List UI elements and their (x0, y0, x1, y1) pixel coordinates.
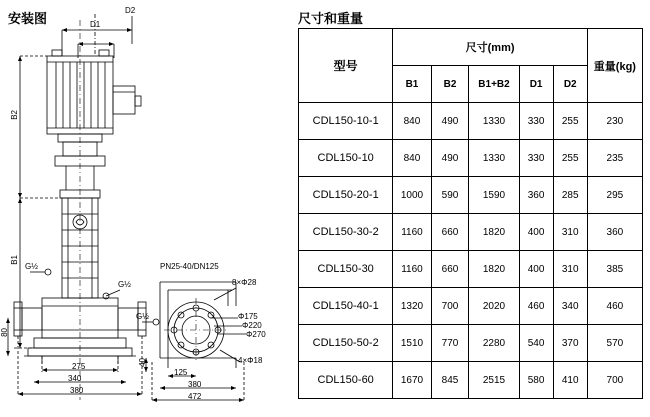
header-d1: D1 (519, 66, 553, 103)
cell-model: CDL150-60 (299, 362, 393, 399)
cell-d2: 310 (553, 214, 587, 251)
table-row (299, 362, 643, 399)
page-title-installation: 安装图 (8, 11, 48, 26)
label-d1: D1 (90, 20, 101, 29)
cell-b2: 490 (431, 140, 469, 177)
cell-d1: 400 (519, 214, 553, 251)
cell-b1: 1160 (393, 251, 431, 288)
pump-installation-drawing (0, 0, 288, 417)
label-phi175: Φ175 (238, 312, 258, 321)
table-row (299, 140, 643, 177)
cell-d1: 460 (519, 288, 553, 325)
label-flange-spec: PN25-40/DN125 (160, 262, 219, 271)
cell-d2: 310 (553, 251, 587, 288)
dimension-table-panel (292, 0, 650, 417)
table-row (299, 251, 643, 288)
cell-model: CDL150-30 (299, 251, 393, 288)
header-b1-b2: B1+B2 (469, 66, 519, 103)
cell-b1-b2: 1820 (469, 214, 519, 251)
cell-weight: 700 (587, 362, 642, 399)
header-b1: B1 (393, 66, 431, 103)
table-row (299, 177, 643, 214)
label-phi220: Φ220 (242, 321, 262, 330)
cell-weight: 235 (587, 140, 642, 177)
cell-d2: 340 (553, 288, 587, 325)
cell-d1: 330 (519, 103, 553, 140)
cell-b2: 770 (431, 325, 469, 362)
cell-b1: 840 (393, 140, 431, 177)
cell-model: CDL150-40-1 (299, 288, 393, 325)
cell-weight: 295 (587, 177, 642, 214)
label-380b: 380 (188, 380, 202, 389)
label-b1: B1 (10, 255, 19, 265)
cell-b2: 590 (431, 177, 469, 214)
cell-b1-b2: 2020 (469, 288, 519, 325)
cell-b1: 1000 (393, 177, 431, 214)
cell-weight: 360 (587, 214, 642, 251)
header-b2: B2 (431, 66, 469, 103)
cell-d2: 255 (553, 103, 587, 140)
header-weight: 重量(kg) (587, 29, 642, 103)
table-row (299, 288, 643, 325)
cell-d1: 580 (519, 362, 553, 399)
label-height-80: 80 (0, 328, 9, 337)
header-model: 型号 (299, 29, 393, 103)
cell-model: CDL150-10-1 (299, 103, 393, 140)
dimensions-weight-table (298, 28, 643, 399)
label-40: 40 (138, 358, 147, 367)
label-472: 472 (188, 392, 202, 401)
label-340: 340 (68, 374, 82, 383)
cell-b1-b2: 1820 (469, 251, 519, 288)
label-bolt-8x28: 8×Φ28 (232, 278, 257, 287)
cell-b1: 1160 (393, 214, 431, 251)
cell-d2: 370 (553, 325, 587, 362)
cell-model: CDL150-10 (299, 140, 393, 177)
cell-weight: 385 (587, 251, 642, 288)
cell-weight: 230 (587, 103, 642, 140)
cell-b1-b2: 2280 (469, 325, 519, 362)
cell-model: CDL150-30-2 (299, 214, 393, 251)
cell-d1: 330 (519, 140, 553, 177)
table-row (299, 325, 643, 362)
label-125: 125 (174, 368, 188, 377)
label-g-half-c: G½ (136, 312, 149, 321)
label-275: 275 (72, 362, 86, 371)
cell-b2: 490 (431, 103, 469, 140)
cell-d1: 360 (519, 177, 553, 214)
cell-b2: 660 (431, 214, 469, 251)
cell-b1-b2: 1330 (469, 140, 519, 177)
cell-b1: 1320 (393, 288, 431, 325)
cell-b1: 1670 (393, 362, 431, 399)
cell-d1: 540 (519, 325, 553, 362)
cell-weight: 570 (587, 325, 642, 362)
label-bolt-4x18: 4×Φ18 (238, 356, 263, 365)
cell-d2: 255 (553, 140, 587, 177)
header-d2: D2 (553, 66, 587, 103)
label-g-half-a: G½ (25, 262, 38, 271)
table-header-row-1 (299, 29, 643, 66)
cell-weight: 460 (587, 288, 642, 325)
table-row (299, 103, 643, 140)
label-g-half-b: G½ (118, 280, 131, 289)
page-title-dimensions: 尺寸和重量 (298, 11, 364, 26)
cell-b1: 1510 (393, 325, 431, 362)
cell-b1-b2: 1330 (469, 103, 519, 140)
label-b2: B2 (10, 110, 19, 120)
cell-b2: 660 (431, 251, 469, 288)
label-phi270: Φ270 (246, 330, 266, 339)
label-380: 380 (70, 386, 84, 395)
cell-model: CDL150-50-2 (299, 325, 393, 362)
cell-b2: 845 (431, 362, 469, 399)
cell-b2: 700 (431, 288, 469, 325)
cell-d2: 285 (553, 177, 587, 214)
label-d2: D2 (125, 6, 136, 15)
cell-b1: 840 (393, 103, 431, 140)
cell-b1-b2: 1590 (469, 177, 519, 214)
cell-b1-b2: 2515 (469, 362, 519, 399)
table-row (299, 214, 643, 251)
cell-model: CDL150-20-1 (299, 177, 393, 214)
cell-d2: 410 (553, 362, 587, 399)
installation-drawing-panel (0, 0, 288, 417)
cell-d1: 400 (519, 251, 553, 288)
header-dims-group: 尺寸(mm) (393, 29, 587, 66)
